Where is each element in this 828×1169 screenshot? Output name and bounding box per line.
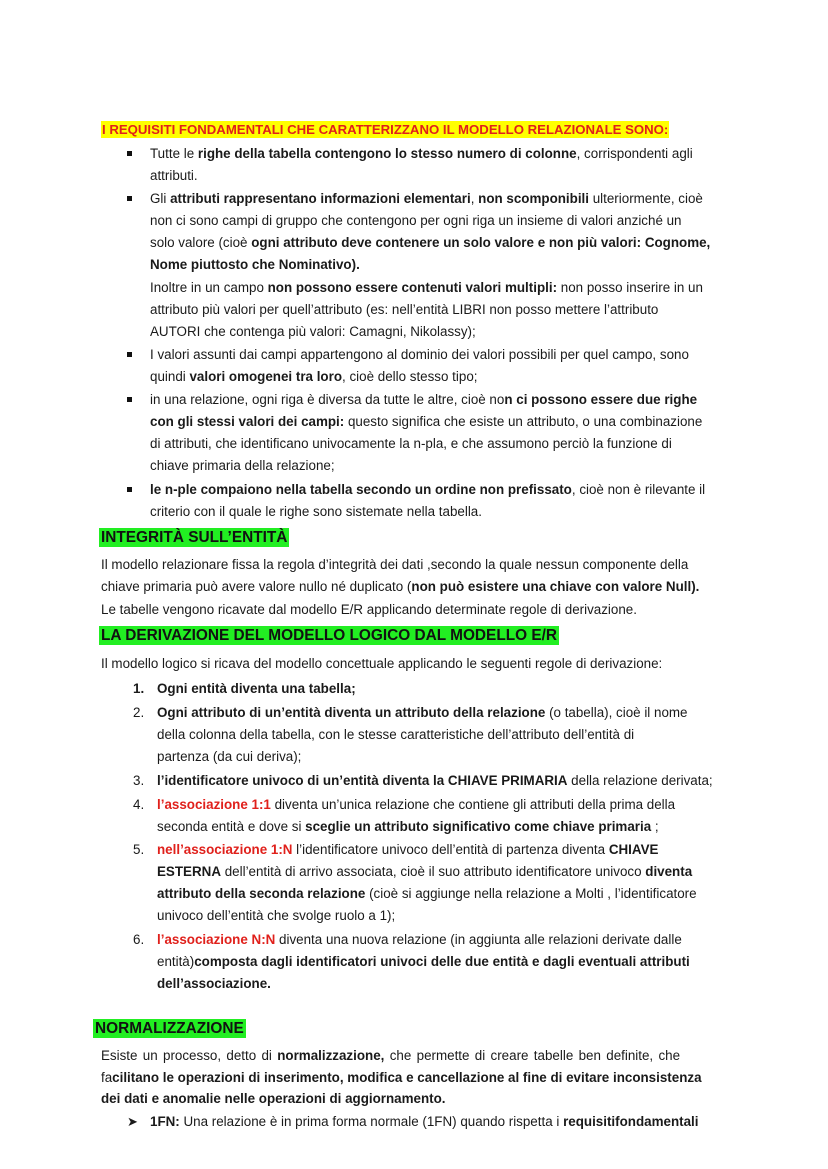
req-bullet-5-line-1: le n-ple compaiono nella tabella secondo un ordine non prefissato, cioè non è rilevante il (150, 482, 706, 497)
req-bullet-2-line-3: solo valore (cioè ogni attributo deve contenere un solo valore e non più valori: Cognome, (150, 235, 711, 250)
arrow-bullet-icon: ➤ (127, 1114, 138, 1129)
bullet-icon (127, 397, 132, 402)
req-bullet-2-line-6: attributo più valori per quell’attributo (es: nell’entità LIBRI non posso mettere l’attributo (150, 302, 659, 317)
req-bullet-3-line-2: quindi valori omogenei tra loro, cioè dello stesso tipo; (150, 369, 478, 384)
rule-6-line-2: entità)composta dagli identificatori univoci delle due entità e dagli eventuali attributi (157, 954, 690, 969)
req-bullet-1-line-1: Tutte le righe della tabella contengono lo stesso numero di colonne, corrispondenti agli (150, 146, 693, 161)
rule-5-line-3: attributo della seconda relazione (cioè si aggiunge nella relazione a Molti , l’identificatore (157, 886, 697, 901)
heading-derivazione: LA DERIVAZIONE DEL MODELLO LOGICO DAL MODELLO E/R (101, 627, 558, 644)
heading-normalizzazione: NORMALIZZAZIONE (95, 1020, 244, 1037)
rule-5-line-2: ESTERNA dell’entità di arrivo associata, cioè il suo attributo identificatore univoco diventa (157, 864, 693, 879)
req-bullet-5-line-2: criterio con il quale le righe sono sistemate nella tabella. (150, 504, 482, 519)
heading-integrita: INTEGRITÀ SULL’ENTITÀ (101, 529, 288, 546)
integrita-line-1: Il modello relazionare fissa la regola d’integrità dei dati ,secondo la quale nessun componente della (101, 557, 689, 572)
req-bullet-4-line-1: in una relazione, ogni riga è diversa da tutte le altre, cioè non ci possono essere due righe (150, 392, 698, 407)
rule-4-line-1: l’associazione 1:1 diventa un’unica relazione che contiene gli attributi della prima della (157, 797, 676, 812)
heading-requisiti: I REQUISITI FONDAMENTALI CHE CARATTERIZZANO IL MODELLO RELAZIONALE SONO: (102, 122, 669, 137)
bullet-icon (127, 487, 132, 492)
norm-line-3: dei dati e anomalie nelle operazioni di aggiornamento. (101, 1091, 446, 1106)
req-bullet-4-line-4: chiave primaria della relazione; (150, 458, 335, 473)
list-number: 5. (133, 842, 145, 857)
rule-3: l’identificatore univoco di un’entità diventa la CHIAVE PRIMARIA della relazione derivata; (157, 773, 713, 788)
bullet-icon (127, 151, 132, 156)
rule-2-line-2: della colonna della tabella, con le stesse caratteristiche dell’attributo dell’entità di (157, 727, 635, 742)
rule-2-line-3: partenza (da cui deriva); (157, 749, 302, 764)
list-number: 1. (133, 681, 145, 696)
req-bullet-2-line-4: Nome piuttosto che Nominativo). (150, 257, 360, 272)
req-bullet-4-line-3: di attributi, che identificano univocamente la n-pla, e che assumono perciò la funzione di (150, 436, 672, 451)
norm-line-1: Esiste un processo, detto di normalizzazione, che permette di creare tabelle ben definite, che (101, 1048, 681, 1063)
req-bullet-1-line-2: attributi. (150, 168, 198, 183)
rule-4-line-2: seconda entità e dove si sceglie un attributo significativo come chiave primaria ; (157, 819, 659, 834)
rule-5-line-1: nell’associazione 1:N l’identificatore univoco dell’entità di partenza diventa CHIAVE (157, 842, 659, 857)
req-bullet-4-line-2: con gli stessi valori dei campi: questo significa che esiste un attributo, o una combinazione (150, 414, 703, 429)
rule-2-line-1: Ogni attributo di un’entità diventa un attributo della relazione (o tabella), cioè il nome (157, 705, 688, 720)
rule-5-line-4: univoco dell’entità che svolge ruolo a 1); (157, 908, 396, 923)
req-bullet-2-line-7: AUTORI che contenga più valori: Camagni, Nikolassy); (150, 324, 476, 339)
norm-line-2: facilitano le operazioni di inserimento, modifica e cancellazione al fine di evitare inconsistenza (101, 1070, 702, 1085)
integrita-line-3: Le tabelle vengono ricavate dal modello E/R applicando determinate regole di derivazione. (101, 602, 637, 617)
bullet-icon (127, 352, 132, 357)
integrita-line-2: chiave primaria può avere valore nullo né duplicato (non può esistere una chiave con valore Null). (101, 579, 700, 594)
list-number: 4. (133, 797, 145, 812)
rule-6-line-3: dell’associazione. (157, 976, 271, 991)
norm-1fn-line: 1FN: Una relazione è in prima forma normale (1FN) quando rispetta i requisitifondamentali (150, 1114, 699, 1129)
list-number: 3. (133, 773, 145, 788)
req-bullet-3-line-1: I valori assunti dai campi appartengono al dominio dei valori possibili per quel campo, sono (150, 347, 689, 362)
list-number: 2. (133, 705, 145, 720)
rule-6-line-1: l’associazione N:N diventa una nuova relazione (in aggiunta alle relazioni derivate dalle (157, 932, 682, 947)
rule-1: Ogni entità diventa una tabella; (157, 681, 356, 696)
req-bullet-2-line-2: non ci sono campi di gruppo che contengono per ogni riga un insieme di valori anziché un (150, 213, 682, 228)
req-bullet-2-line-5: Inoltre in un campo non possono essere contenuti valori multipli: non posso inserire in un (150, 280, 703, 295)
derivazione-intro: Il modello logico si ricava del modello concettuale applicando le seguenti regole di derivazione: (101, 656, 663, 671)
list-number: 6. (133, 932, 145, 947)
req-bullet-2-line-1: Gli attributi rappresentano informazioni elementari, non scomponibili ulteriormente, cioè (150, 191, 703, 206)
bullet-icon (127, 196, 132, 201)
